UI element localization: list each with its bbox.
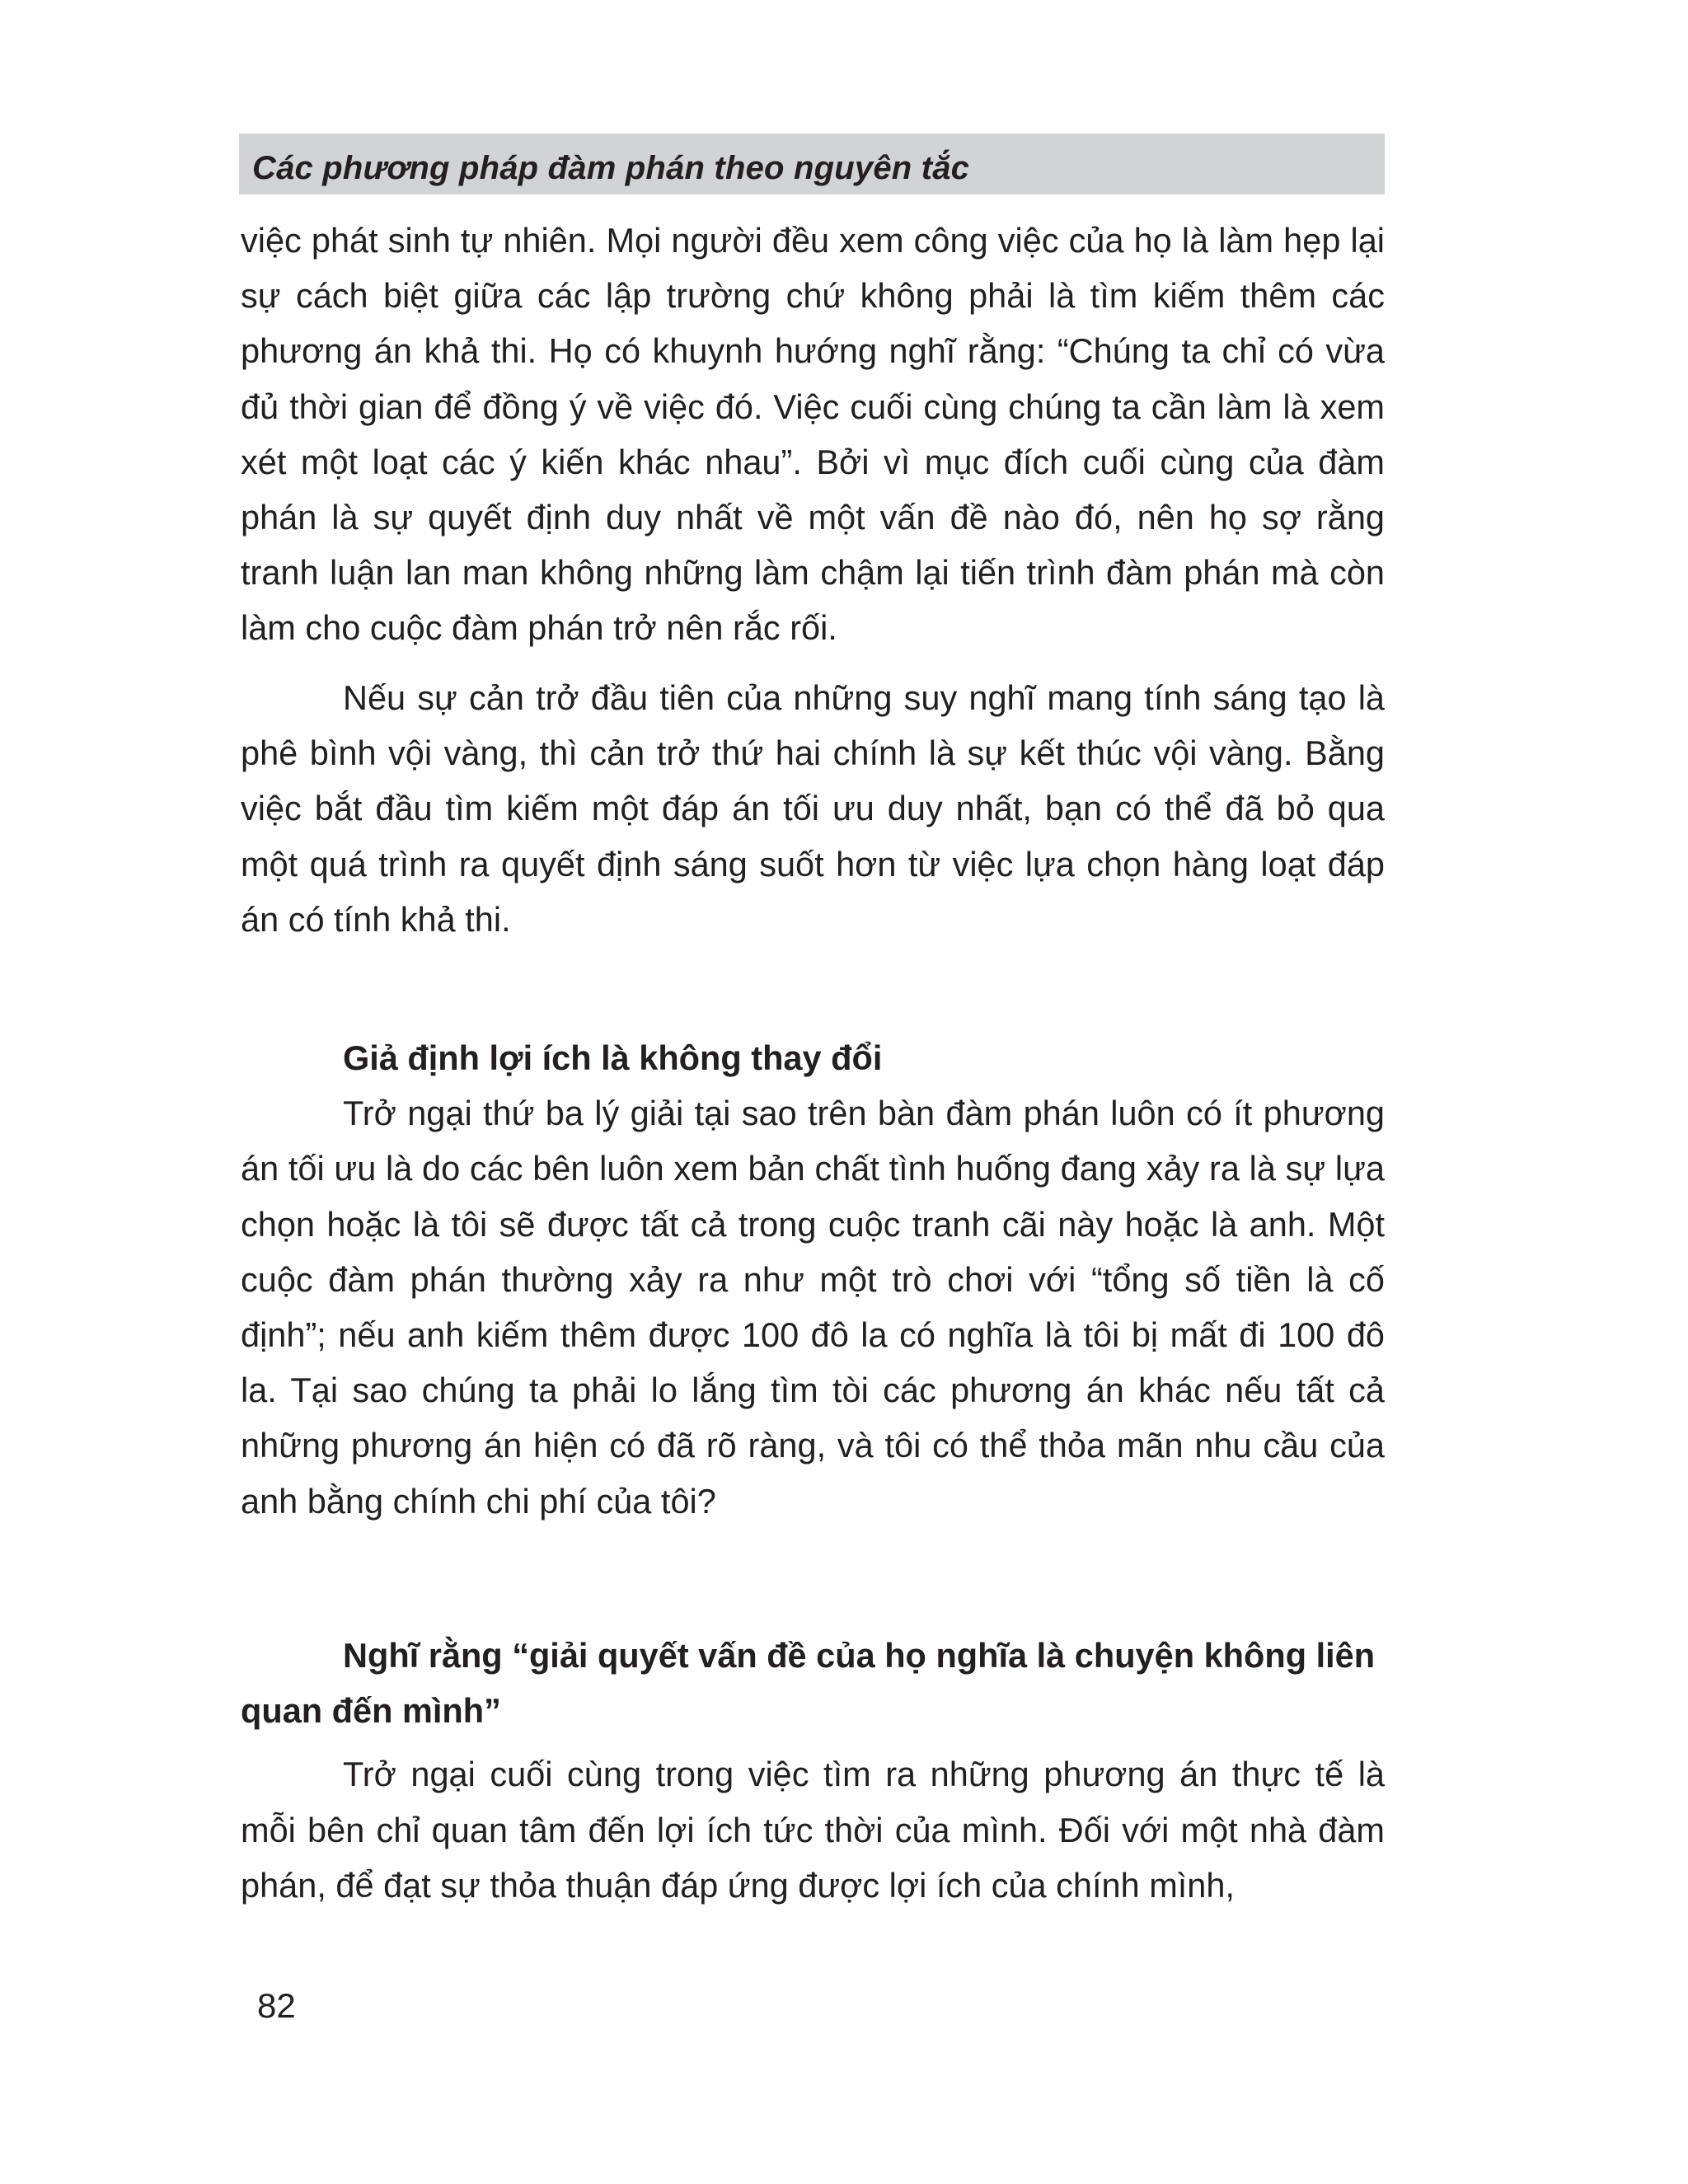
section-fixed-interest xyxy=(241,1030,1385,1529)
running-header xyxy=(239,134,1385,194)
body-text-second xyxy=(241,670,1385,947)
paragraph: Trở ngại thứ ba lý giải tại sao trên bàn đàm phán luôn có ít phương án tối ưu là do các bên luôn xem bản chất tình huống đang xảy ra là sự lựa chọn hoặc là tôi sẽ được tất cả trong cuộc tranh cãi này hoặc là anh. Một cuộc đàm phán thường xảy ra như một trò chơi với “tổng số tiền là cố định”; nếu anh kiếm thêm được 100 đô la có nghĩa là tôi bị mất đi 100 đô la. Tại sao chúng ta phải lo lắng tìm tòi các phương án khác nếu tất cả những phương án hiện có đã rõ ràng, và tôi có thể thỏa mãn nhu cầu của anh bằng chính chi phí của tôi? xyxy=(241,1094,1385,1521)
paragraph: Nếu sự cản trở đầu tiên của những suy nghĩ mang tính sáng tạo là phê bình vội vàng, thì cản trở thứ hai chính là sự kết thúc vội vàng. Bằng việc bắt đầu tìm kiếm một đáp án tối ưu duy nhất, bạn có thể đã bỏ qua một quá trình ra quyết định sáng suốt hơn từ việc lựa chọn hàng loạt đáp án có tính khả thi. xyxy=(241,678,1385,939)
page-number: 82 xyxy=(257,1986,296,2025)
body-text-top xyxy=(241,213,1385,656)
section-heading: Nghĩ rằng “giải quyết vấn đề của họ nghĩa là chuyện không liên quan đến mình” xyxy=(241,1636,1376,1731)
running-header-title: Các phương pháp đàm phán theo nguyên tắc xyxy=(252,149,970,186)
paragraph: việc phát sinh tự nhiên. Mọi người đều xem công việc của họ là làm hẹp lại sự cách biệt giữa các lập trường chứ không phải là tìm kiếm thêm các phương án khả thi. Họ có khuynh hướng nghĩ rằng: “Chúng ta chỉ có vừa đủ thời gian để đồng ý về việc đó. Việc cuối cùng chúng ta cần làm là xem xét một loạt các ý kiến khác nhau”. Bởi vì mục đích cuối cùng của đàm phán là sự quyết định duy nhất về một vấn đề nào đó, nên họ sợ rằng tranh luận lan man không những làm chậm lại tiến trình đàm phán mà còn làm cho cuộc đàm phán trở nên rắc rối. xyxy=(241,221,1385,648)
paragraph: Trở ngại cuối cùng trong việc tìm ra những phương án thực tế là mỗi bên chỉ quan tâm đến lợi ích tức thời của mình. Đối với một nhà đàm phán, để đạt sự thỏa thuận đáp ứng được lợi ích của chính mình, xyxy=(241,1755,1385,1905)
section-heading: Giả định lợi ích là không thay đổi xyxy=(343,1038,883,1077)
section-not-my-problem xyxy=(241,1628,1385,1913)
